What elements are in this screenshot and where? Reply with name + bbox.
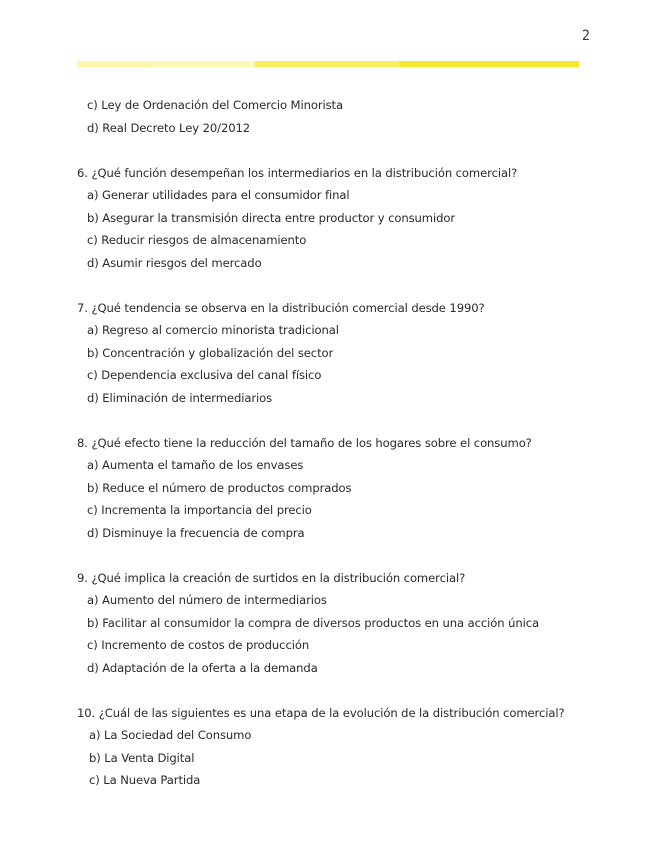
option-text: a) Regreso al comercio minorista tradicional: [87, 323, 339, 337]
header-decorative-bar: [77, 61, 579, 67]
option-text: a) Aumento del número de intermediarios: [87, 593, 327, 607]
option-text: d) Disminuye la frecuencia de compra: [87, 525, 305, 540]
option-text: a) Aumenta el tamaño de los envases: [87, 458, 304, 472]
spacer: [77, 274, 597, 297]
option-text: a) Generar utilidades para el consumidor final: [87, 188, 350, 202]
option-text: d) Real Decreto Ley 20/2012: [87, 120, 251, 135]
option-text: d) Eliminación de intermediarios: [87, 390, 273, 405]
page-number: 2: [581, 28, 590, 44]
option-text: c) Incrementa la importancia del precio: [87, 503, 312, 517]
header-bar-segment: [255, 61, 399, 67]
option-text: b) La Venta Digital: [89, 750, 195, 765]
question-list: [77, 94, 597, 792]
option-text: c) La Nueva Partida: [89, 773, 201, 787]
option-text: d) Asumir riesgos del mercado: [87, 255, 262, 270]
question-text: 6. ¿Qué función desempeñan los intermediarios en la distribución comercial?: [77, 165, 518, 180]
option-text: c) Incremento de costos de producción: [87, 638, 310, 652]
question-text: 10. ¿Cuál de las siguientes es una etapa de la evolución de la distribución comercial?: [77, 705, 565, 720]
option-text: d) Adaptación de la oferta a la demanda: [87, 660, 318, 675]
question-text: 9. ¿Qué implica la creación de surtidos en la distribución comercial?: [77, 570, 466, 585]
option-text: b) Reduce el número de productos comprados: [87, 480, 352, 495]
header-bar-segment: [149, 61, 255, 67]
spacer: [77, 544, 597, 567]
header-bar-segment: [399, 61, 579, 67]
option-text: b) Facilitar al consumidor la compra de diversos productos en una acción única: [87, 615, 539, 630]
option-text: c) Reducir riesgos de almacenamiento: [87, 233, 307, 247]
option-text: c) Dependencia exclusiva del canal físico: [87, 368, 322, 382]
option-text: a) La Sociedad del Consumo: [89, 728, 252, 742]
question-text: 8. ¿Qué efecto tiene la reducción del tamaño de los hogares sobre el consumo?: [77, 435, 532, 450]
spacer: [77, 139, 597, 162]
spacer: [77, 679, 597, 702]
spacer: [77, 409, 597, 432]
question-text: 7. ¿Qué tendencia se observa en la distribución comercial desde 1990?: [77, 300, 485, 315]
option-text: b) Asegurar la transmisión directa entre productor y consumidor: [87, 210, 456, 225]
option-text: c) Ley de Ordenación del Comercio Minorista: [87, 98, 343, 112]
option-text: b) Concentración y globalización del sector: [87, 345, 334, 360]
header-bar-segment: [77, 61, 149, 67]
